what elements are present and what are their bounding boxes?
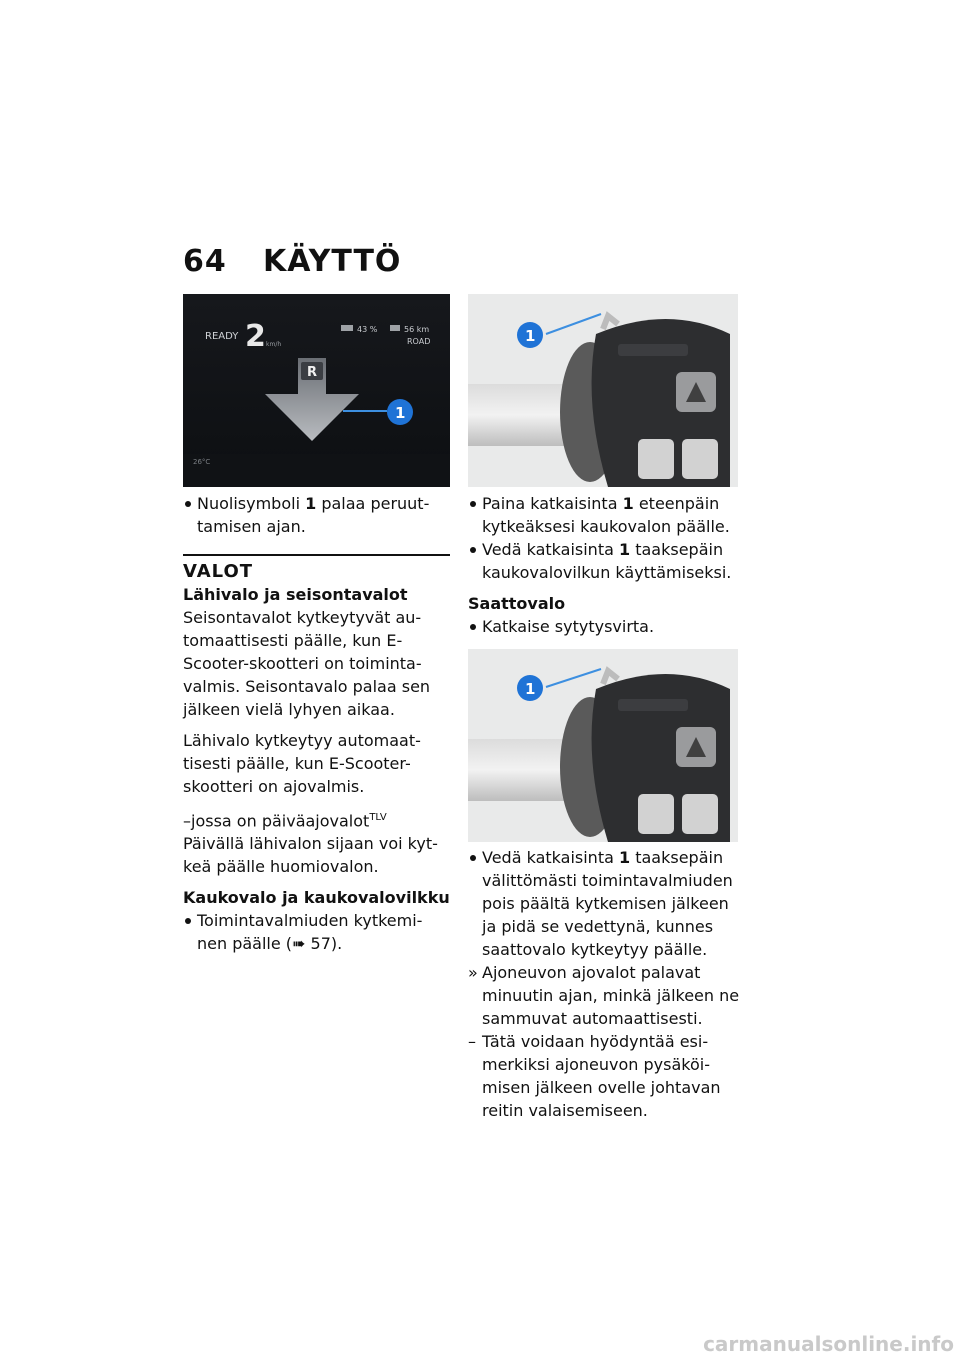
section-heading-lights: VALOT <box>183 554 450 583</box>
callout-number: 1 <box>525 680 536 698</box>
ride-mode: ROAD <box>407 337 431 346</box>
callout-number: 1 <box>395 404 406 422</box>
subheading-high-beam: Kaukovalo ja kaukovalovilkku <box>183 888 450 908</box>
page-header <box>183 244 401 279</box>
reference-arrow-icon: ➠ <box>292 934 306 954</box>
bullet-ready: Toimintavalmiuden kytkemi-nen päälle (➠ 57). <box>183 909 450 955</box>
dashboard-figure <box>183 294 450 487</box>
bullet-ignition-off: Katkaise sytytysvirta. <box>468 615 740 638</box>
gear-indicator: R <box>307 365 318 380</box>
bullet-pull-switch: Vedä katkaisinta 1 taaksepäin välittömästi toimintavalmiuden pois päältä kytkemisen jälkeen ja pidä se vedettynä, kunnes saattovalo kytkeytyy päälle. <box>468 846 740 961</box>
bullet-high-beam-on: Paina katkaisinta 1 eteenpäin kytkeäksesi kaukovalon päälle. <box>468 492 740 538</box>
right-column-top <box>468 492 740 638</box>
right-column-bottom <box>468 846 740 1122</box>
result-lights-on: » Ajoneuvon ajovalot palavat minuutin ajan, minkä jälkeen ne sammuvat automaattisesti. <box>468 963 740 1028</box>
callout-number: 1 <box>525 327 536 345</box>
handlebar-switch-image <box>468 294 738 487</box>
ready-label: READY <box>205 331 239 342</box>
handlebar-switch-figure-2 <box>468 649 738 842</box>
bullet-reverse-arrow: Nuolisymboli 1 palaa peruut-tamisen ajan. <box>183 492 450 538</box>
speed-unit: km/h <box>266 341 282 348</box>
temperature: 26°C <box>193 458 211 466</box>
page-title: KÄYTTÖ <box>263 244 402 279</box>
dashboard-display-image <box>183 294 450 487</box>
handlebar-switch-image-2 <box>468 649 738 842</box>
subheading-low-beam: Lähivalo ja seisontavalot <box>183 585 408 604</box>
paragraph-parking-lights: Seisontavalot kytkeytyvät au-tomaattisesti päälle, kun E-Scooter-skootteri on toiminta-valmis. Seisontavalo palaa sen jälkeen vielä lyhyen aikaa. <box>183 608 431 719</box>
handlebar-switch-figure-1 <box>468 294 738 487</box>
battery-icon <box>341 325 353 331</box>
bullet-headlight-flasher: Vedä katkaisinta 1 taaksepäin kaukovalovilkun käyttämiseksi. <box>468 538 740 584</box>
paragraph-low-beam: Lähivalo kytkeytyy automaat-tisesti päälle, kun E-Scooter-skootteri on ajovalmis. <box>183 731 421 796</box>
note-usage: – Tätä voidaan hyödyntää esi-merkiksi ajoneuvon pysäköi-misen jälkeen ovelle johtavan reitin valaisemiseen. <box>468 1032 721 1120</box>
battery-level: 43 % <box>357 325 378 334</box>
speed-value: 2 <box>245 319 266 354</box>
subheading-follow-me-home: Saattovalo <box>468 594 566 613</box>
page-number: 64 <box>183 244 227 279</box>
watermark: carmanualsonline.info <box>703 1332 954 1356</box>
paragraph-drl: –jossa on päiväajovalot$^{TLV}$ Päivällä lähivalon sijaan voi kyt-keä päälle huomiovalon. <box>183 811 438 877</box>
left-column <box>183 492 450 955</box>
range-value: 56 km <box>404 325 430 334</box>
plug-icon <box>390 325 400 331</box>
